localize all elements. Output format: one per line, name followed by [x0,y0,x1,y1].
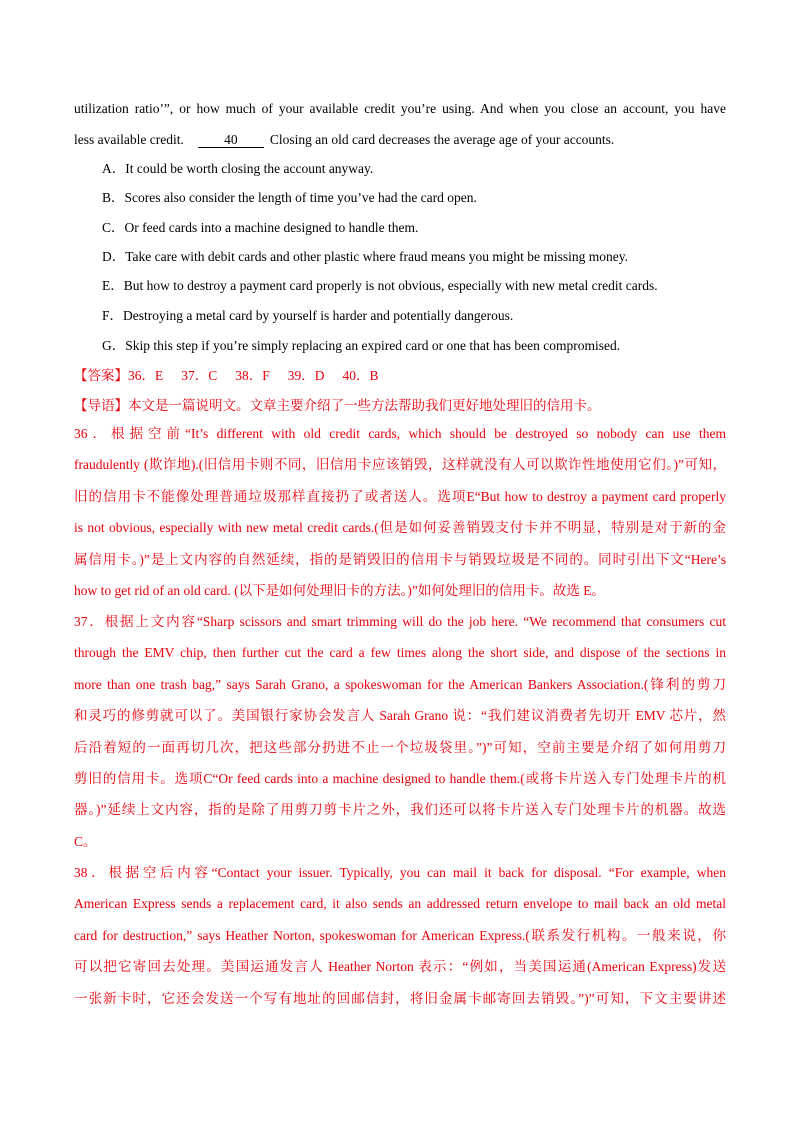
explanation-line: 剪旧的信用卡。选项C“Or feed cards into a machine designed to handle them.(或将卡片送入专门处理卡片的机 [74,771,726,787]
explanation-line: C。 [74,833,97,849]
option-f [102,306,742,326]
option-e [102,276,742,296]
option-c [102,218,742,238]
explanation-line: 36．根据空前“It’s different with old credit cards, which should be destroyed so nobody can use them [74,426,726,441]
option-d [102,247,742,267]
option-letter: G． [102,338,126,353]
option-text: Destroying a metal card by yourself is harder and potentially dangerous. [123,308,514,323]
answer-blank: 40 [198,132,264,148]
explanation-line: 旧的信用卡不能像处理普通垃圾那样直接扔了或者送人。选项E“But how to destroy a payment card properly [74,488,726,504]
explanation-line: 可以把它寄回去处理。美国运通发言人 Heather Norton 表示：“例如，当美国运通(American Express)发送 [74,959,726,975]
option-text: But how to destroy a payment card properly is not obvious, especially with new metal credit cards. [123,278,658,293]
explanation-line: through the EMV chip, then further cut the card a few times along the short side, and dispose of the sections in [74,645,726,661]
passage-text: less available credit. [74,132,184,148]
explanation-36 [74,418,726,606]
explanation-line: 属信用卡。)”是上文内容的自然延续，指的是销毁旧的信用卡与销毁垃圾是不同的。同时引出下文“Here’s [74,551,726,567]
explanation-line: 和灵巧的修剪就可以了。美国银行家协会发言人 Sarah Grano 说：“我们建议消费者先切开 EMV 芯片，然 [74,708,726,724]
explanation-line: fraudulently (欺诈地).(旧信用卡则不同，旧信用卡应该销毁，这样就没有人可以欺诈性地使用它们。)”可知， [74,457,726,473]
answer-item: 36．E [128,368,164,383]
option-g [102,336,742,356]
option-letter: B． [102,190,125,205]
option-letter: F． [102,308,124,323]
guide-label: 【导语】 [74,398,128,413]
answer-item: 38．F [235,368,270,383]
explanation-line: 一张新卡时，它还会发送一个写有地址的回邮信封，将旧金属卡邮寄回去销毁。”)”可知，下文主要讲述 [74,990,726,1006]
answer-label: 【答案】 [74,368,128,383]
option-letter: C． [102,220,125,235]
explanation-line: 器。)”延续上文内容，指的是除了用剪刀剪卡片之外，我们还可以将卡片送入专门处理卡片的机器。故选 [74,802,726,818]
passage-text: Closing an old card decreases the average age of your accounts. [269,132,615,148]
explanation-line: 后沿着短的一面再切几次，把这些部分扔进不止一个垃圾袋里。”)”可知，空前主要是介绍了如何用剪刀 [74,739,726,755]
option-a [102,159,742,179]
option-text: Take care with debit cards and other plastic where fraud means you might be missing money. [125,249,629,264]
explanation-line: card for destruction,” says Heather Norton, spokeswoman for American Express.(联系发行机构。一般来说，你 [74,927,726,943]
answer-line [74,366,734,386]
explanation-37 [74,606,726,857]
option-b [102,188,742,208]
option-text: Or feed cards into a machine designed to handle them. [124,220,419,235]
answer-item: 37．C [181,368,218,383]
passage-line: utilization ratio’”, or how much of your available credit you’re using. And when you close an account, you have [74,101,726,116]
answer-item: 40．B [342,368,379,383]
option-text: Scores also consider the length of time you’ve had the card open. [124,190,477,205]
passage-line [74,124,726,155]
option-letter: A． [102,161,126,176]
explanation-line: more than one trash bag,” says Sarah Grano, a spokeswoman for the American Bankers Association.(锋利的剪刀 [74,676,726,692]
explanation-line: 38．根据空后内容“Contact your issuer. Typically, you can mail it back for disposal. “For example, when [74,865,726,880]
option-letter: E． [102,278,124,293]
option-letter: D． [102,249,126,264]
explanation-line: American Express sends a replacement card, it also sends an addressed return envelope to mail back an old metal [74,896,726,912]
explanation-line: how to get rid of an old card. (以下是如何处理旧卡的方法。)”如何处理旧的信用卡。故选 E。 [74,583,605,599]
explanation-38 [74,857,726,1014]
answer-item: 39．D [287,368,325,383]
explanation-line: is not obvious, especially with new metal credit cards.(但是如何妥善销毁支付卡并不明显，特别是对于新的金 [74,520,726,536]
option-text: It could be worth closing the account anyway. [125,161,374,176]
explanation-line: 37．根据上文内容“Sharp scissors and smart trimming will do the job here. “We recommend that consumers cut [74,614,726,629]
guide-text: 本文是一篇说明文。文章主要介绍了一些方法帮助我们更好地处理旧的信用卡。 [128,398,601,413]
guide-line [74,396,734,416]
passage-paragraph [74,93,726,156]
option-text: Skip this step if you’re simply replacing an expired card or one that has been compromised. [125,338,621,353]
